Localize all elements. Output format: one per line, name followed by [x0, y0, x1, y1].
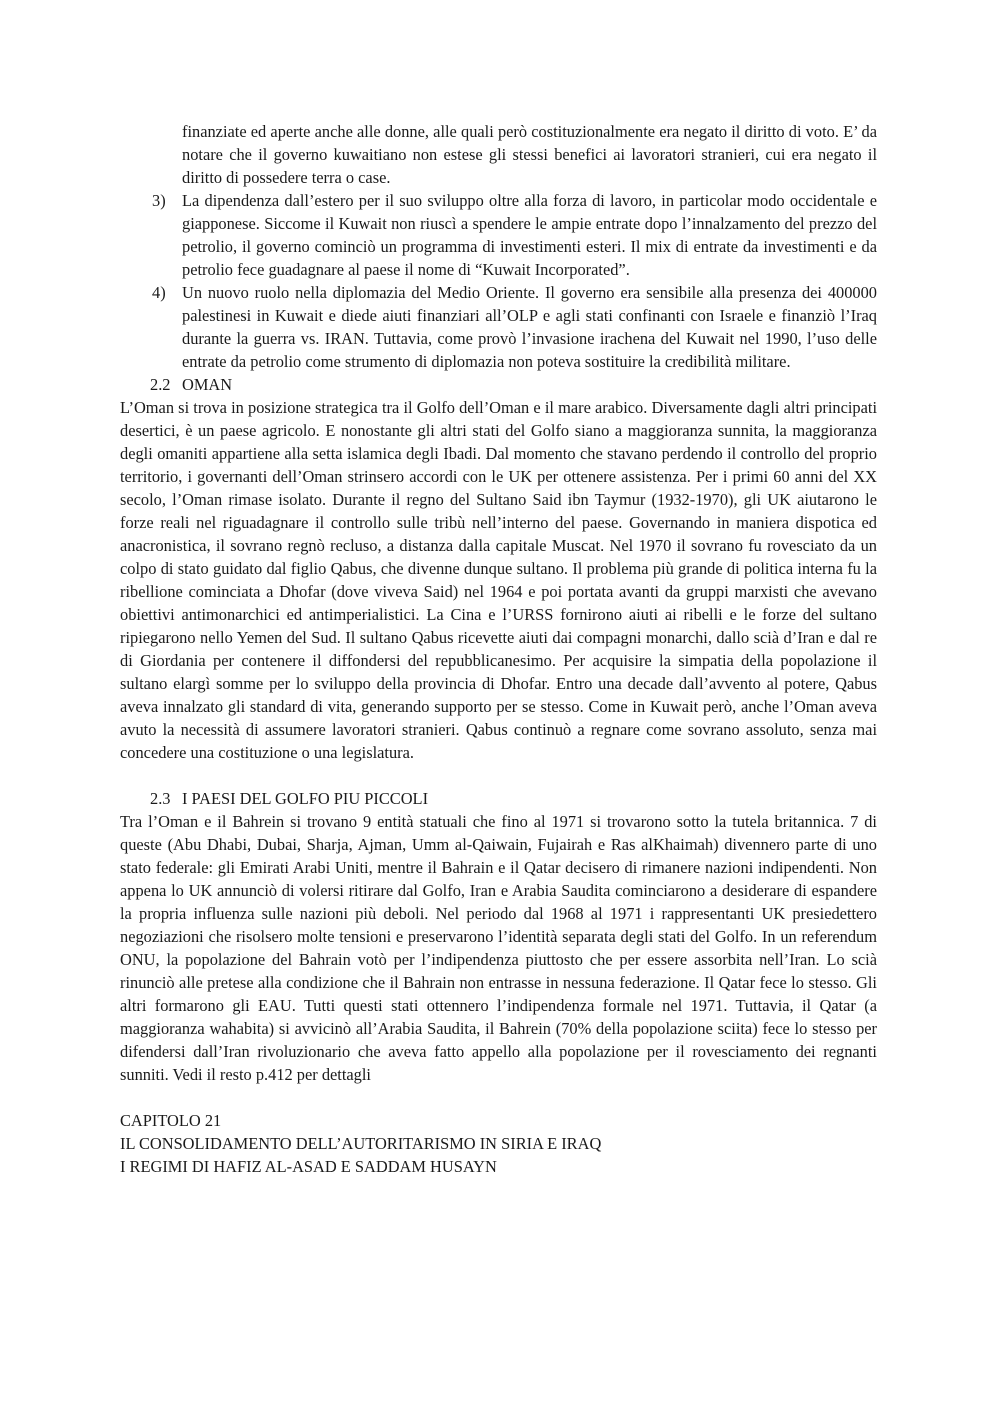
- section-title: OMAN: [182, 375, 233, 394]
- list-item-number: 3): [152, 191, 166, 210]
- section-heading-oman: [120, 373, 877, 396]
- list-item-text: La dipendenza dall’estero per il suo sviluppo oltre alla forza di lavoro, in particolar modo occidentale e giapponese. Siccome il Kuwait non riuscì a spendere le ampie entrate dopo l’innalzamento del prezzo del petrolio, il governo cominciò un programma di investimenti esteri. Il mix di entrate da investimenti e da petrolio fece guadagnare al paese il nome di “Kuwait Incorporated”.: [182, 191, 877, 279]
- list-item-number: 4): [152, 283, 166, 302]
- section-body-oman: L’Oman si trova in posizione strategica tra il Golfo dell’Oman e il mare arabico. Diversamente dagli altri principati desertici, è un paese agricolo. E nonostante gli altri stati del Golfo siano a maggioranza sunnita, la maggioranza degli omaniti appartiene alla setta islamica degli Ibadi. Dal momento che stavano perdendo il controllo del proprio territorio, i governanti dell’Oman strinsero accordi con le UK per ottenere assistenza. Per i primi 60 anni del XX secolo, l’Oman rimase isolato. Durante il regno del Sultano Said ibn Taymur (1932-1970), gli UK aiutarono le forze reali nel riguadagnare il controllo sulle tribù nell’interno del paese. Governando in maniera dispotica ed anacronistica, il sovrano regnò recluso, a distanza dalla capitale Muscat. Nel 1970 il sovrano fu rovesciato da un colpo di stato guidato dal figlio Qabus, che divenne dunque sultano. Il problema più grande di politica interna fu la ribellione cominciata a Dhofar (dove viveva Said) nel 1964 e poi portata avanti da gruppi marxisti che avevano obiettivi antimonarchici ed antimperialistici. La Cina e l’URSS fornirono aiuti ai ribelli e le forze del sultano ripiegarono nello Yemen del Sud. Il sultano Qabus ricevette aiuti dai compagni monarchi, dallo scià d’Iran e dal re di Giordania per contenere il diffondersi del repubblicanesimo. Per acquisire la simpatia della popolazione il sultano elargì somme per lo sviluppo della provincia di Dhofar. Entro una decade dall’avvento al potere, Qabus aveva innalzato gli standard di vita, generando supporto per se stesso. Come in Kuwait però, anche l’Oman aveva avuto la necessità di assumere lavoratori stranieri. Qabus continuò a regnare come sovrano assoluto, senza mai concedere una costituzione o una legislatura.: [120, 398, 877, 762]
- section-body-small-gulf: Tra l’Oman e il Bahrein si trovano 9 entità statuali che fino al 1971 si trovarono sotto la tutela britannica. 7 di queste (Abu Dhabi, Dubai, Sharja, Ajman, Umm al-Qaiwain, Fujairah e Ras alKhaimah) divennero parte di uno stato federale: gli Emirati Arabi Uniti, mentre il Bahrain e il Qatar decisero di rimanere nazioni indipendenti. Non appena lo UK annunciò di volersi ritirare dal Golfo, Iran e Arabia Saudita cominciarono a desiderare di espandere la propria influenza sulle nazioni più deboli. Nel periodo dal 1968 al 1971 i rappresentanti UK presiedettero negoziazioni che risolsero molte tensioni e preservarono l’identità separata degli stati del Golfo. In un referendum ONU, la popolazione del Bahrain votò per l’indipendenza piuttosto che per essere assorbita nell’Iran. Lo scià rinunciò alle pretese alla condizione che il Bahrain non entrasse in nessuna federazione. Il Qatar fece lo stesso. Gli altri formarono gli EAU. Tutti questi stati ottennero l’indipendenza formale nel 1971. Tuttavia, il Qatar (a maggioranza wahabita) si avvicinò all’Arabia Saudita, il Bahrein (70% della popolazione sciita) fece lo stesso per difendersi dall’Iran rivoluzionario che aveva fatto appello alla popolazione per il rovesciamento dei regnanti sunniti. Vedi il resto p.412 per dettagli: [120, 812, 877, 1084]
- list-item: [120, 189, 877, 281]
- section-heading-small-gulf: [120, 787, 877, 810]
- chapter-label: CAPITOLO 21: [120, 1111, 222, 1130]
- section-number: 2.3: [150, 789, 171, 808]
- list-item: [120, 281, 877, 373]
- section-number: 2.2: [150, 375, 171, 394]
- spacer: [120, 1086, 877, 1109]
- spacer: [120, 764, 877, 787]
- numbered-list: [120, 189, 877, 373]
- chapter-title-line-1: IL CONSOLIDAMENTO DELL’AUTORITARISMO IN SIRIA E IRAQ: [120, 1134, 602, 1153]
- chapter-title-line-2: I REGIMI DI HAFIZ AL-ASAD E SADDAM HUSAYN: [120, 1157, 497, 1176]
- list-item-text: Un nuovo ruolo nella diplomazia del Medio Oriente. Il governo era sensibile alla presenza dei 400000 palestinesi in Kuwait e diede aiuti finanziari all’OLP e agli stati confinanti con Israele e finanziò l’Iraq durante la guerra vs. IRAN. Tuttavia, come provò l’invasione irachena del Kuwait nel 1990, l’uso delle entrate da petrolio come strumento di diplomazia non poteva sostituire la credibilità militare.: [182, 283, 877, 371]
- document-page: [120, 120, 877, 1178]
- continuation-paragraph: finanziate ed aperte anche alle donne, alle quali però costituzionalmente era negato il diritto di voto. E’ da notare che il governo kuwaitiano non estese gli stessi benefici ai lavoratori stranieri, cui era negato il diritto di possedere terra o case.: [182, 122, 877, 187]
- section-title: I PAESI DEL GOLFO PIU PICCOLI: [182, 789, 429, 808]
